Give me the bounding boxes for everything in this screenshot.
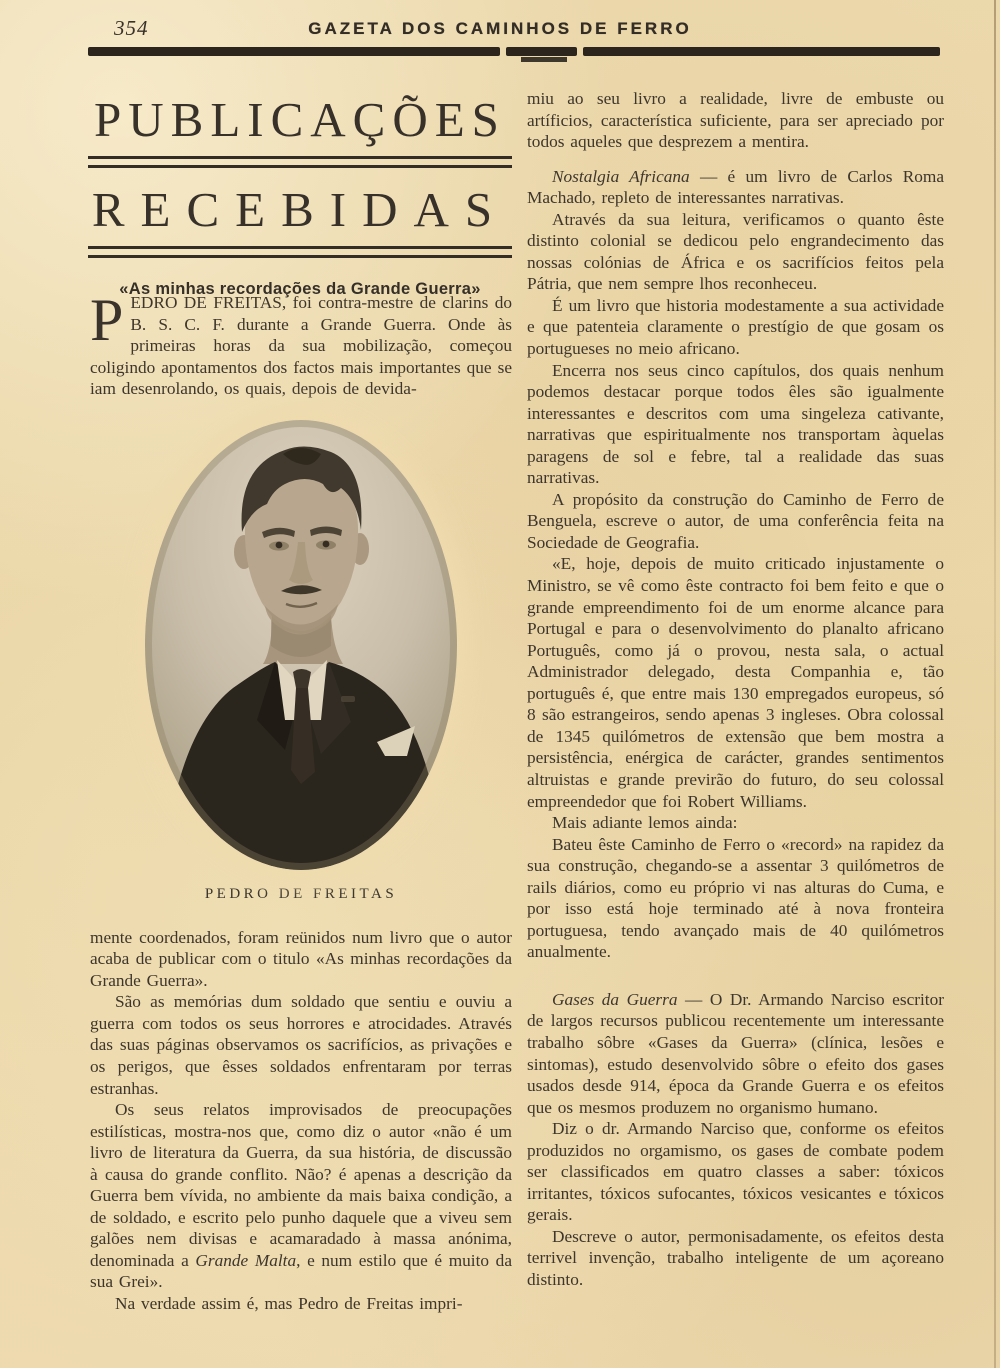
paragraph [527,1118,944,1226]
paragraph [90,1293,512,1315]
lead-caps-text: EDRO DE FREITAS, [130,293,287,312]
right-column [527,88,944,1291]
header-rule-fragment [521,57,567,62]
page-edge-shadow [994,0,996,1368]
paragraph-text: Encerra nos seus cinco capítulos, dos quais nenhum podemos destacar porque todos êles são igualmente interessantes e descritos com uma singeleza cativante, narrativas que espiritualmente nos transportam àquelas paragens de sol e febre, tal a realidade das suas narrativas. [527,360,944,488]
paragraph-nostalgia-africana [527,166,944,209]
header-rule-thick-segment [88,47,500,56]
italic-book-title: Grande Malta [195,1250,297,1270]
portrait-photo [145,420,457,870]
page-number: 354 [114,16,149,40]
title-double-rule [88,156,512,168]
paragraph-text: — é um livro de Carlos Roma Machado, repleto de interessantes narrativas. [527,166,945,208]
paragraph [90,991,512,1099]
paragraph [90,1099,512,1293]
paragraph-gases-da-guerra [527,989,944,1118]
article-subtitle: «As minhas recordações da Grande Guerra» [119,280,481,298]
portrait-illustration [145,420,457,870]
paragraph [527,834,944,963]
paragraph [527,489,944,554]
paragraph-text: , e num estilo que é muito da sua Grei». [90,1250,512,1292]
paragraph-text: foi contra-mestre de clarins do B. S. C. F. durante a Grande Guerra. Onde às primeiras horas da sua mobilização, começou coligindo apontamentos dos factos mais importantes que se iam desenrolando, os quais, depois de devida- [90,293,512,399]
paragraph-text: São as memórias dum soldado que sentiu e ouviu a guerra com todos os seus horrores e atrocidades. Através das suas páginas observamos os sacrifícios, as privações e os perigos, que êsses soldados enfrentaram por terras estranhas. [90,992,512,1098]
paragraph [90,927,512,992]
paragraph [527,360,944,489]
left-column-text [90,927,512,1315]
paragraph-text: Diz o dr. Armando Narciso que, conforme os efeitos produzidos no orgamismo, os gases de combate podem ser classificados em quatro classes a saber: tóxicos irritantes, tóxicos sufocantes, tóxicos vesicantes e tóxicos gerais. [527,1119,944,1225]
paragraph-text: É um livro que historia modestamente a sua actividade e que patenteia claramente o prestígio de que gosam os portugueses no meio africano. [527,295,944,359]
paragraph-text: Os seus relatos improvisados de preocupações estilísticas, mostra-nos que, como diz o autor «não é um livro de literatura da Guerra, da sua história, de discussão à causa do grande conflito. Não? é apenas a descrição da Guerra bem vívida, no ambiente da mais baixa condição, a de soldado, e escrito pelo punho daquele que a viveu sem galões nem divisas e acamaradado à massa anónima, denominada a [90,1100,512,1270]
left-column [90,287,512,1315]
title-double-rule [88,246,512,258]
header-rule-thin [88,43,934,45]
italic-book-title: Gases da Guerra [552,989,678,1009]
italic-book-title: Nostalgia Africana [552,166,690,186]
header-rule-thick-segment [583,47,940,56]
drop-cap: P [90,287,124,353]
paragraph-text: — O Dr. Armando Narciso escritor de largos recursos publicou recentemente um interessante trabalho sôbre «Gases da Guerra» (clínica, lesões e sintomas), estudo desenvolvido sôbre o efeito dos gases usados desde 914, época da Grande Guerra e os efeitos que os mesmos produzem no organismo humano. [527,989,944,1117]
article-title-line2: RECEBIDAS [91,182,509,237]
paragraph-text: Bateu êste Caminho de Ferro o «record» na rapidez da sua construção, chegando-se a assentar 3 quilómetros de rails diários, como eu próprio vi nas alturas do Cuma, e por isso está hoje terminado até à nova fronteira portuguesa, tendo avançado mais de 40 quilómetros anualmente. [527,834,944,962]
paragraph [527,209,944,295]
paragraph [527,88,944,153]
paragraph-text: «E, hoje, depois de muito criticado injustamente o Ministro, se vê como êste contracto foi bem feito e que o grande empreendimento foi de um enorme alcance para Portugal e para o desenvolvimento do planalto africano Português, como já o provou, nesta sala, o actual Administrador delegado, desta Companhia e, tão português é, que entre mais 130 empregados europeus, só 8 são estrangeiros, sendo apenas 3 ingleses. Obra colossal de 1345 quilómetros de extensão que bem mostra a persistência, enérgica de carácter, grandes sentimentos altruistas e grande previrão do futuro, do seu colossal empreendedor que foi Robert Williams. [527,554,944,811]
header-rule-thick-segment [506,47,577,56]
paragraph-text: A propósito da construção do Caminho de Ferro de Benguela, escreve o autor, de uma conferência feita na Sociedade de Geografia. [527,489,944,552]
paragraph-text: Na verdade assim é, mas Pedro de Freitas impri- [115,1294,463,1314]
paragraph-text: Através da sua leitura, verificamos o quanto êste distinto colonial se dedicou pelo engrandecimento das nossas colónias de África e os sacrifícios feitos pela Pátria, que nem sempre lhos reconheceu. [527,209,944,294]
paragraph [527,1226,944,1291]
photo-caption: PEDRO DE FREITAS [204,885,398,902]
paragraph-text: Mais adiante lemos ainda: [552,813,738,833]
article-title-block [88,92,512,299]
masthead-title: GAZETA DOS CAMINHOS DE FERRO [308,19,692,38]
paragraph [527,295,944,360]
article-title-line1: PUBLICAÇÕES [94,92,506,147]
paragraph [527,812,944,834]
paragraph-text: miu ao seu livro a realidade, livre de embuste ou artíficios, característica suficiente, para ser apreciado por todos aqueles que desprezem a mentira. [527,89,944,152]
paragraph-text: Descreve o autor, permonisadamente, os efeitos desta terrivel invenção, trabalho inteligente de um açoreano distinto. [527,1226,944,1289]
paragraph-text: mente coordenados, foram reünidos num livro que o autor acaba de publicar com o titulo «As minhas recordações da Grande Guerra». [90,927,512,990]
paragraph [527,553,944,812]
